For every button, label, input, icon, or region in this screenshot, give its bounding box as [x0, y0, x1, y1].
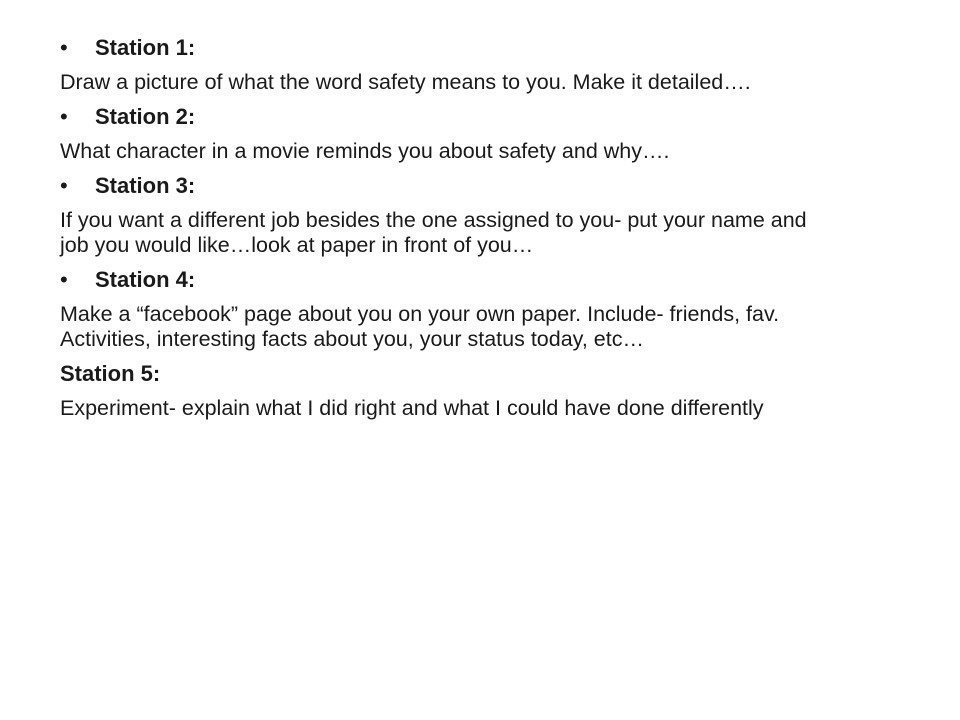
station-4-heading: [60, 266, 830, 294]
station-2-description: What character in a movie reminds you about safety and why….: [60, 139, 670, 163]
bullet-icon: •: [60, 173, 68, 198]
bullet-icon: •: [60, 104, 68, 129]
station-2-heading: [60, 103, 830, 131]
station-1-description: Draw a picture of what the word safety means to you. Make it detailed….: [60, 70, 751, 94]
station-5-description: Experiment- explain what I did right and what I could have done differently: [60, 396, 764, 420]
station-4-description: Make a “facebook” page about you on your own paper. Include- friends, fav. Activities, interesting facts about you, your status today, etc…: [60, 302, 780, 351]
bullet-icon: •: [60, 267, 68, 292]
station-list: [60, 34, 830, 429]
station-3-heading: [60, 172, 830, 200]
station-1-heading: [60, 34, 830, 62]
station-3-title: Station 3:: [95, 173, 196, 198]
bullet-icon: •: [60, 35, 68, 60]
station-4-title: Station 4:: [95, 267, 196, 292]
station-5-title: Station 5:: [60, 361, 161, 386]
station-2-title: Station 2:: [95, 104, 196, 129]
station-3-description: If you want a different job besides the one assigned to you- put your name and job you would like…look at paper in front of you…: [60, 208, 807, 257]
station-5-heading: [60, 360, 830, 388]
station-1-title: Station 1:: [95, 35, 196, 60]
